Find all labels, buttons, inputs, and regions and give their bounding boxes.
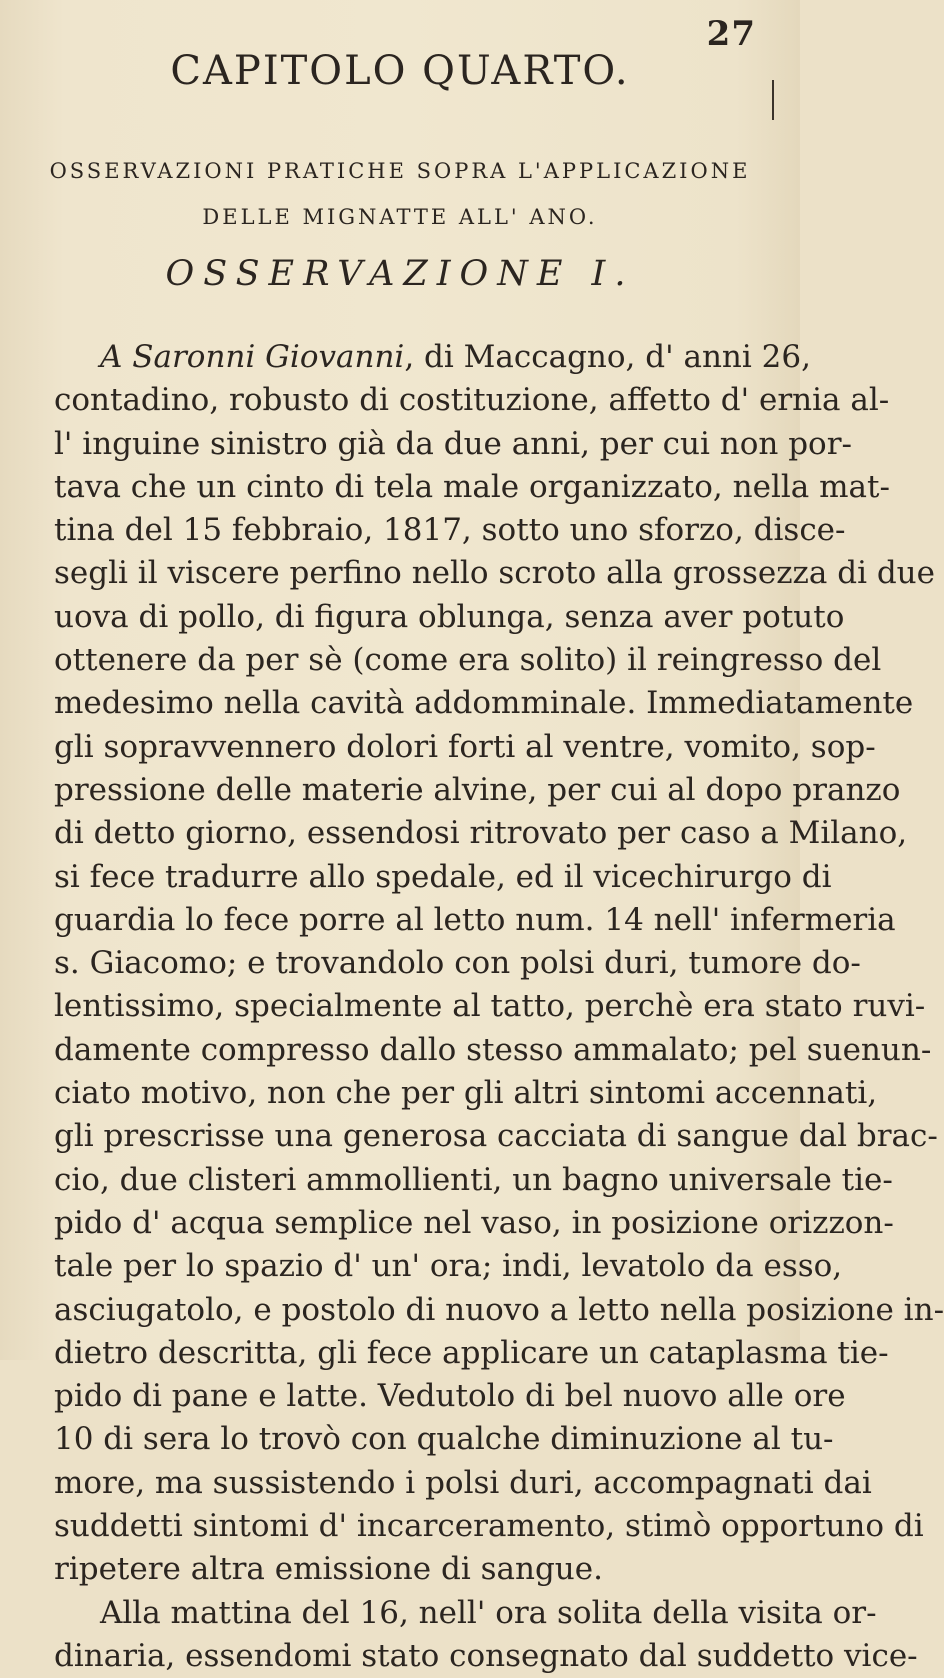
text-line [54, 336, 811, 379]
text-line: guardia lo fece porre al letto num. 14 nell' infermeria [54, 901, 896, 938]
text-line: Alla mattina del 16, nell' ora solita della visita or- [100, 1594, 877, 1631]
text-line: contadino, robusto di costituzione, affetto d' ernia al- [54, 382, 890, 419]
text-line: uova di pollo, di figura oblunga, senza aver potuto [54, 598, 845, 635]
text-line: pido di pane e latte. Vedutolo di bel nuovo alle ore [54, 1378, 846, 1415]
text-line: pido d' acqua semplice nel vaso, in posizione orizzon- [54, 1204, 894, 1241]
section-heading-line-1: OSSERVAZIONI PRATICHE SOPRA L'APPLICAZIONE [49, 159, 751, 183]
text-line-rest: , di Maccagno, d' anni 26, [404, 339, 811, 375]
section-heading [0, 148, 800, 240]
text-line: more, ma sussistendo i polsi duri, accompagnati dai [54, 1464, 872, 1501]
text-line: tava che un cinto di tela male organizzato, nella mat- [54, 468, 890, 505]
text-line: tale per lo spazio d' un' ora; indi, levatolo da esso, [54, 1248, 843, 1285]
text-line: ripetere altra emissione di sangue. [54, 1551, 603, 1588]
text-line: asciugatolo, e postolo di nuovo a letto nella posizione in- [54, 1291, 944, 1328]
text-line: di detto giorno, essendosi ritrovato per caso a Milano, [54, 815, 908, 852]
observation-title: OSSERVAZIONE I. [165, 254, 635, 294]
text-line: gli prescrisse una generosa cacciata di sangue dal brac- [54, 1118, 938, 1155]
text-line: si fece tradurre allo spedale, ed il vicechirurgo di [54, 858, 832, 895]
page-number: 27 [706, 14, 756, 54]
text-line: l' inguine sinistro già da due anni, per cui non por- [54, 425, 852, 462]
section-heading-line-2: DELLE MIGNATTE ALL' ANO. [202, 205, 598, 229]
text-line: damente compresso dallo stesso ammalato; pel suenun- [54, 1031, 932, 1068]
text-line: dietro descritta, gli fece applicare un cataplasma tie- [54, 1334, 889, 1371]
text-line: 10 di sera lo trovò con qualche diminuzione al tu- [54, 1421, 834, 1458]
text-line: tina del 15 febbraio, 1817, sotto uno sforzo, disce- [54, 512, 846, 549]
text-line: suddetti sintomi d' incarceramento, stimò opportuno di [54, 1508, 924, 1545]
chapter-title: CAPITOLO QUARTO. [170, 48, 630, 94]
text-line: medesimo nella cavità addomminale. Immediatamente [54, 685, 914, 722]
text-line: lentissimo, specialmente al tatto, perchè era stato ruvi- [54, 988, 926, 1025]
text-line: s. Giacomo; e trovandolo con polsi duri, tumore do- [54, 945, 861, 982]
patient-name: A Saronni Giovanni [100, 339, 405, 375]
text-line: pressione delle materie alvine, per cui al dopo pranzo [54, 771, 901, 808]
text-line: segli il viscere perfino nello scroto alla grossezza di due [54, 555, 935, 592]
text-line: dinaria, essendomi stato consegnato dal suddetto vice- [54, 1637, 918, 1674]
text-line: ottenere da per sè (come era solito) il reingresso del [54, 642, 882, 679]
text-line: gli sopravvennero dolori forti al ventre, vomito, sop- [54, 728, 876, 765]
text-line: ciato motivo, non che per gli altri sintomi accennati, [54, 1075, 878, 1112]
text-line: cio, due clisteri ammollienti, un bagno universale tie- [54, 1161, 893, 1198]
body-text [54, 336, 944, 1678]
